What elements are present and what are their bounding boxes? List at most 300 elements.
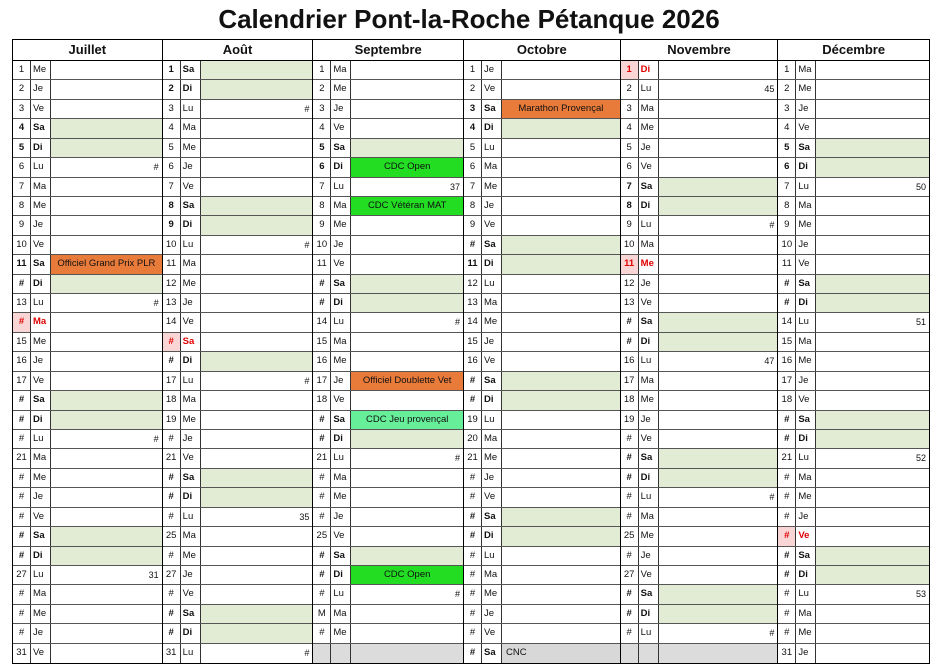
calendar-day-row[interactable] bbox=[621, 449, 778, 468]
calendar-day-row[interactable] bbox=[13, 411, 162, 430]
event-cell[interactable] bbox=[51, 527, 162, 545]
event-cell[interactable] bbox=[351, 313, 463, 331]
event-cell[interactable] bbox=[51, 61, 162, 79]
event-cell[interactable] bbox=[502, 605, 620, 623]
event-cell[interactable] bbox=[51, 411, 162, 429]
calendar-day-row[interactable] bbox=[313, 216, 463, 235]
calendar-day-row[interactable] bbox=[163, 508, 313, 527]
calendar-day-row[interactable] bbox=[778, 508, 929, 527]
calendar-day-row[interactable] bbox=[621, 352, 778, 371]
calendar-day-row[interactable] bbox=[163, 313, 313, 332]
event-cell[interactable] bbox=[51, 372, 162, 390]
calendar-day-row[interactable] bbox=[13, 139, 162, 158]
event-cell[interactable] bbox=[816, 178, 929, 196]
calendar-day-row[interactable] bbox=[313, 469, 463, 488]
calendar-day-row[interactable] bbox=[778, 158, 929, 177]
calendar-day-row[interactable] bbox=[778, 178, 929, 197]
calendar-day-row[interactable] bbox=[313, 488, 463, 507]
event-cell[interactable] bbox=[201, 313, 313, 331]
event-cell[interactable] bbox=[201, 236, 313, 254]
event-cell[interactable] bbox=[659, 411, 778, 429]
event-cell[interactable] bbox=[351, 508, 463, 526]
event-cell[interactable] bbox=[816, 585, 929, 603]
calendar-day-row[interactable] bbox=[464, 294, 620, 313]
event-cell[interactable] bbox=[816, 488, 929, 506]
event-cell[interactable] bbox=[351, 624, 463, 642]
event-cell[interactable] bbox=[816, 605, 929, 623]
calendar-day-row[interactable] bbox=[13, 624, 162, 643]
event-cell[interactable] bbox=[51, 605, 162, 623]
calendar-day-row[interactable] bbox=[621, 294, 778, 313]
calendar-day-row[interactable] bbox=[464, 216, 620, 235]
calendar-day-row[interactable] bbox=[163, 275, 313, 294]
calendar-day-row[interactable] bbox=[778, 255, 929, 274]
calendar-day-row[interactable] bbox=[163, 178, 313, 197]
event-cell[interactable] bbox=[351, 119, 463, 137]
calendar-day-row[interactable] bbox=[778, 624, 929, 643]
event-cell[interactable] bbox=[351, 236, 463, 254]
event-cell[interactable] bbox=[351, 488, 463, 506]
calendar-day-row[interactable] bbox=[464, 547, 620, 566]
calendar-day-row[interactable] bbox=[13, 100, 162, 119]
event-cell[interactable] bbox=[659, 469, 778, 487]
calendar-day-row[interactable] bbox=[163, 624, 313, 643]
calendar-day-row[interactable] bbox=[778, 547, 929, 566]
calendar-day-row[interactable] bbox=[621, 488, 778, 507]
event-cell[interactable] bbox=[201, 488, 313, 506]
calendar-day-row[interactable] bbox=[313, 352, 463, 371]
calendar-day-row[interactable] bbox=[163, 449, 313, 468]
calendar-day-row[interactable] bbox=[13, 469, 162, 488]
event-cell[interactable] bbox=[51, 313, 162, 331]
calendar-day-row[interactable] bbox=[621, 119, 778, 138]
event-cell[interactable] bbox=[502, 469, 620, 487]
calendar-day-row[interactable] bbox=[313, 178, 463, 197]
event-cell[interactable] bbox=[351, 644, 463, 663]
event-cell[interactable] bbox=[502, 158, 620, 176]
calendar-day-row[interactable] bbox=[778, 294, 929, 313]
calendar-day-row[interactable] bbox=[621, 80, 778, 99]
calendar-day-row[interactable] bbox=[778, 605, 929, 624]
event-cell[interactable] bbox=[351, 585, 463, 603]
event-cell[interactable] bbox=[351, 469, 463, 487]
event-cell[interactable] bbox=[201, 294, 313, 312]
calendar-day-row[interactable] bbox=[163, 566, 313, 585]
calendar-day-row[interactable] bbox=[778, 275, 929, 294]
calendar-day-row[interactable] bbox=[464, 605, 620, 624]
event-cell[interactable] bbox=[351, 430, 463, 448]
event-cell[interactable] bbox=[816, 508, 929, 526]
calendar-day-row[interactable] bbox=[778, 411, 929, 430]
event-cell[interactable] bbox=[502, 216, 620, 234]
event-cell[interactable] bbox=[659, 294, 778, 312]
event-cell[interactable] bbox=[51, 391, 162, 409]
event-cell[interactable] bbox=[201, 372, 313, 390]
calendar-day-row[interactable] bbox=[778, 488, 929, 507]
calendar-day-row[interactable] bbox=[313, 547, 463, 566]
calendar-day-row[interactable] bbox=[163, 488, 313, 507]
event-cell[interactable] bbox=[51, 119, 162, 137]
calendar-day-row[interactable] bbox=[313, 372, 463, 391]
calendar-day-row[interactable] bbox=[163, 547, 313, 566]
calendar-day-row[interactable] bbox=[13, 527, 162, 546]
event-cell[interactable] bbox=[51, 469, 162, 487]
calendar-day-row[interactable] bbox=[778, 139, 929, 158]
event-cell[interactable] bbox=[51, 566, 162, 584]
event-cell[interactable] bbox=[502, 585, 620, 603]
calendar-day-row[interactable] bbox=[621, 372, 778, 391]
calendar-day-row[interactable] bbox=[313, 333, 463, 352]
calendar-day-row[interactable] bbox=[464, 352, 620, 371]
calendar-day-row[interactable] bbox=[163, 216, 313, 235]
event-cell[interactable] bbox=[201, 430, 313, 448]
calendar-day-row[interactable] bbox=[621, 644, 778, 663]
event-cell[interactable] bbox=[201, 547, 313, 565]
event-cell[interactable] bbox=[659, 139, 778, 157]
event-cell[interactable] bbox=[201, 469, 313, 487]
calendar-day-row[interactable] bbox=[13, 605, 162, 624]
event-cell[interactable] bbox=[816, 372, 929, 390]
calendar-day-row[interactable] bbox=[464, 488, 620, 507]
calendar-day-row[interactable] bbox=[778, 197, 929, 216]
calendar-day-row[interactable] bbox=[621, 216, 778, 235]
calendar-day-row[interactable] bbox=[621, 197, 778, 216]
event-cell[interactable] bbox=[816, 449, 929, 467]
calendar-day-row[interactable] bbox=[464, 391, 620, 410]
calendar-day-row[interactable] bbox=[163, 158, 313, 177]
calendar-day-row[interactable] bbox=[13, 294, 162, 313]
calendar-day-row[interactable] bbox=[313, 605, 463, 624]
event-cell[interactable] bbox=[201, 391, 313, 409]
calendar-day-row[interactable] bbox=[778, 80, 929, 99]
calendar-day-row[interactable] bbox=[13, 178, 162, 197]
calendar-day-row[interactable] bbox=[163, 61, 313, 80]
event-cell[interactable] bbox=[816, 216, 929, 234]
calendar-day-row[interactable] bbox=[313, 119, 463, 138]
calendar-day-row[interactable] bbox=[621, 158, 778, 177]
calendar-day-row[interactable] bbox=[778, 216, 929, 235]
calendar-day-row[interactable] bbox=[778, 449, 929, 468]
event-cell[interactable] bbox=[816, 352, 929, 370]
calendar-day-row[interactable] bbox=[313, 411, 463, 430]
calendar-day-row[interactable] bbox=[621, 547, 778, 566]
calendar-day-row[interactable] bbox=[163, 372, 313, 391]
event-cell[interactable] bbox=[659, 585, 778, 603]
calendar-day-row[interactable] bbox=[464, 566, 620, 585]
calendar-day-row[interactable] bbox=[464, 644, 620, 663]
event-cell[interactable] bbox=[351, 527, 463, 545]
calendar-day-row[interactable] bbox=[621, 605, 778, 624]
event-cell[interactable] bbox=[51, 178, 162, 196]
calendar-day-row[interactable] bbox=[13, 547, 162, 566]
calendar-day-row[interactable] bbox=[313, 624, 463, 643]
event-cell[interactable] bbox=[816, 158, 929, 176]
event-cell[interactable] bbox=[201, 61, 313, 79]
event-cell[interactable]: CDC Open bbox=[351, 566, 463, 584]
calendar-day-row[interactable] bbox=[13, 430, 162, 449]
calendar-day-row[interactable] bbox=[464, 80, 620, 99]
event-cell[interactable] bbox=[659, 547, 778, 565]
event-cell[interactable] bbox=[816, 119, 929, 137]
event-cell[interactable] bbox=[201, 605, 313, 623]
calendar-day-row[interactable] bbox=[464, 585, 620, 604]
event-cell[interactable]: CDC Open bbox=[351, 158, 463, 176]
calendar-day-row[interactable] bbox=[13, 644, 162, 663]
event-cell[interactable] bbox=[51, 644, 162, 663]
event-cell[interactable] bbox=[201, 508, 313, 526]
calendar-day-row[interactable] bbox=[464, 197, 620, 216]
event-cell[interactable] bbox=[51, 547, 162, 565]
calendar-day-row[interactable] bbox=[163, 255, 313, 274]
event-cell[interactable] bbox=[502, 255, 620, 273]
event-cell[interactable] bbox=[201, 566, 313, 584]
calendar-day-row[interactable] bbox=[163, 294, 313, 313]
calendar-day-row[interactable] bbox=[621, 508, 778, 527]
event-cell[interactable] bbox=[351, 178, 463, 196]
event-cell[interactable]: Officiel Grand Prix PLR bbox=[51, 255, 162, 273]
event-cell[interactable] bbox=[659, 119, 778, 137]
event-cell[interactable] bbox=[816, 547, 929, 565]
calendar-day-row[interactable] bbox=[13, 449, 162, 468]
event-cell[interactable] bbox=[659, 644, 778, 663]
event-cell[interactable] bbox=[51, 139, 162, 157]
event-cell[interactable] bbox=[201, 119, 313, 137]
calendar-day-row[interactable] bbox=[163, 119, 313, 138]
event-cell[interactable] bbox=[816, 236, 929, 254]
event-cell[interactable] bbox=[351, 352, 463, 370]
event-cell[interactable] bbox=[351, 547, 463, 565]
event-cell[interactable] bbox=[502, 430, 620, 448]
event-cell[interactable] bbox=[502, 449, 620, 467]
calendar-day-row[interactable] bbox=[163, 585, 313, 604]
event-cell[interactable] bbox=[816, 100, 929, 118]
calendar-day-row[interactable] bbox=[313, 197, 463, 216]
calendar-day-row[interactable] bbox=[163, 411, 313, 430]
calendar-day-row[interactable] bbox=[778, 119, 929, 138]
calendar-day-row[interactable] bbox=[621, 275, 778, 294]
calendar-day-row[interactable] bbox=[621, 333, 778, 352]
event-cell[interactable] bbox=[51, 158, 162, 176]
calendar-day-row[interactable] bbox=[313, 585, 463, 604]
calendar-day-row[interactable] bbox=[621, 430, 778, 449]
event-cell[interactable] bbox=[659, 391, 778, 409]
event-cell[interactable] bbox=[502, 236, 620, 254]
event-cell[interactable] bbox=[502, 488, 620, 506]
event-cell[interactable] bbox=[502, 411, 620, 429]
calendar-day-row[interactable] bbox=[464, 255, 620, 274]
calendar-day-row[interactable] bbox=[163, 197, 313, 216]
event-cell[interactable] bbox=[816, 566, 929, 584]
calendar-day-row[interactable] bbox=[13, 585, 162, 604]
calendar-day-row[interactable] bbox=[313, 391, 463, 410]
event-cell[interactable] bbox=[351, 139, 463, 157]
calendar-day-row[interactable] bbox=[313, 313, 463, 332]
calendar-day-row[interactable] bbox=[13, 236, 162, 255]
calendar-day-row[interactable] bbox=[778, 469, 929, 488]
event-cell[interactable] bbox=[51, 294, 162, 312]
event-cell[interactable] bbox=[502, 178, 620, 196]
calendar-day-row[interactable] bbox=[313, 430, 463, 449]
event-cell[interactable] bbox=[351, 449, 463, 467]
calendar-day-row[interactable] bbox=[313, 644, 463, 663]
calendar-day-row[interactable] bbox=[163, 527, 313, 546]
calendar-day-row[interactable] bbox=[621, 624, 778, 643]
event-cell[interactable] bbox=[51, 430, 162, 448]
event-cell[interactable] bbox=[51, 585, 162, 603]
event-cell[interactable] bbox=[51, 236, 162, 254]
event-cell[interactable] bbox=[351, 80, 463, 98]
event-cell[interactable] bbox=[201, 178, 313, 196]
event-cell[interactable] bbox=[502, 624, 620, 642]
event-cell[interactable] bbox=[51, 333, 162, 351]
calendar-day-row[interactable] bbox=[163, 644, 313, 663]
event-cell[interactable] bbox=[502, 275, 620, 293]
calendar-day-row[interactable] bbox=[163, 100, 313, 119]
event-cell[interactable] bbox=[502, 352, 620, 370]
event-cell[interactable] bbox=[201, 100, 313, 118]
event-cell[interactable] bbox=[816, 624, 929, 642]
event-cell[interactable] bbox=[201, 255, 313, 273]
event-cell[interactable] bbox=[201, 527, 313, 545]
event-cell[interactable] bbox=[502, 119, 620, 137]
event-cell[interactable] bbox=[51, 624, 162, 642]
calendar-day-row[interactable] bbox=[464, 372, 620, 391]
event-cell[interactable] bbox=[201, 216, 313, 234]
event-cell[interactable] bbox=[659, 197, 778, 215]
event-cell[interactable] bbox=[51, 508, 162, 526]
event-cell[interactable] bbox=[816, 139, 929, 157]
event-cell[interactable] bbox=[659, 61, 778, 79]
event-cell[interactable] bbox=[51, 275, 162, 293]
calendar-day-row[interactable] bbox=[778, 372, 929, 391]
event-cell[interactable] bbox=[351, 61, 463, 79]
calendar-day-row[interactable] bbox=[464, 333, 620, 352]
calendar-day-row[interactable] bbox=[13, 61, 162, 80]
calendar-day-row[interactable] bbox=[13, 197, 162, 216]
event-cell[interactable] bbox=[502, 566, 620, 584]
event-cell[interactable] bbox=[816, 294, 929, 312]
event-cell[interactable] bbox=[659, 80, 778, 98]
calendar-day-row[interactable] bbox=[621, 313, 778, 332]
calendar-day-row[interactable] bbox=[13, 488, 162, 507]
calendar-day-row[interactable] bbox=[13, 158, 162, 177]
event-cell[interactable] bbox=[502, 61, 620, 79]
event-cell[interactable] bbox=[816, 430, 929, 448]
event-cell[interactable] bbox=[659, 158, 778, 176]
calendar-day-row[interactable] bbox=[313, 294, 463, 313]
event-cell[interactable] bbox=[659, 352, 778, 370]
event-cell[interactable] bbox=[351, 605, 463, 623]
event-cell[interactable] bbox=[502, 508, 620, 526]
event-cell[interactable] bbox=[816, 275, 929, 293]
calendar-day-row[interactable] bbox=[464, 139, 620, 158]
event-cell[interactable] bbox=[659, 488, 778, 506]
event-cell[interactable] bbox=[502, 197, 620, 215]
event-cell[interactable] bbox=[502, 547, 620, 565]
event-cell[interactable] bbox=[502, 372, 620, 390]
calendar-day-row[interactable] bbox=[313, 139, 463, 158]
event-cell[interactable] bbox=[201, 624, 313, 642]
event-cell[interactable] bbox=[659, 624, 778, 642]
calendar-day-row[interactable] bbox=[778, 430, 929, 449]
event-cell[interactable] bbox=[201, 644, 313, 663]
event-cell[interactable] bbox=[51, 80, 162, 98]
event-cell[interactable] bbox=[659, 508, 778, 526]
event-cell[interactable]: CDC Jeu provençal bbox=[351, 411, 463, 429]
calendar-day-row[interactable] bbox=[778, 527, 929, 546]
event-cell[interactable] bbox=[201, 449, 313, 467]
event-cell[interactable] bbox=[51, 197, 162, 215]
event-cell[interactable] bbox=[51, 352, 162, 370]
calendar-day-row[interactable] bbox=[313, 158, 463, 177]
calendar-day-row[interactable] bbox=[13, 255, 162, 274]
calendar-day-row[interactable] bbox=[778, 236, 929, 255]
calendar-day-row[interactable] bbox=[163, 605, 313, 624]
calendar-day-row[interactable] bbox=[313, 100, 463, 119]
calendar-day-row[interactable] bbox=[163, 333, 313, 352]
calendar-day-row[interactable] bbox=[778, 644, 929, 663]
event-cell[interactable] bbox=[816, 61, 929, 79]
calendar-day-row[interactable] bbox=[13, 313, 162, 332]
event-cell[interactable] bbox=[502, 333, 620, 351]
calendar-day-row[interactable] bbox=[621, 391, 778, 410]
calendar-day-row[interactable] bbox=[464, 449, 620, 468]
event-cell[interactable] bbox=[201, 139, 313, 157]
event-cell[interactable] bbox=[816, 391, 929, 409]
event-cell[interactable] bbox=[659, 100, 778, 118]
calendar-day-row[interactable] bbox=[464, 178, 620, 197]
calendar-day-row[interactable] bbox=[621, 178, 778, 197]
event-cell[interactable]: CNC bbox=[502, 644, 620, 663]
event-cell[interactable] bbox=[816, 80, 929, 98]
event-cell[interactable] bbox=[201, 333, 313, 351]
calendar-day-row[interactable] bbox=[621, 61, 778, 80]
event-cell[interactable] bbox=[502, 80, 620, 98]
calendar-day-row[interactable] bbox=[621, 585, 778, 604]
calendar-day-row[interactable] bbox=[313, 80, 463, 99]
calendar-day-row[interactable] bbox=[464, 313, 620, 332]
calendar-day-row[interactable] bbox=[464, 236, 620, 255]
calendar-day-row[interactable] bbox=[13, 216, 162, 235]
event-cell[interactable] bbox=[816, 469, 929, 487]
event-cell[interactable] bbox=[351, 294, 463, 312]
event-cell[interactable] bbox=[351, 391, 463, 409]
event-cell[interactable] bbox=[659, 236, 778, 254]
calendar-day-row[interactable] bbox=[13, 333, 162, 352]
event-cell[interactable] bbox=[351, 255, 463, 273]
event-cell[interactable] bbox=[659, 313, 778, 331]
calendar-day-row[interactable] bbox=[313, 236, 463, 255]
event-cell[interactable] bbox=[816, 333, 929, 351]
calendar-day-row[interactable] bbox=[163, 430, 313, 449]
calendar-day-row[interactable] bbox=[13, 80, 162, 99]
calendar-day-row[interactable] bbox=[313, 275, 463, 294]
calendar-day-row[interactable] bbox=[464, 411, 620, 430]
event-cell[interactable] bbox=[816, 313, 929, 331]
calendar-day-row[interactable] bbox=[13, 508, 162, 527]
calendar-day-row[interactable] bbox=[778, 566, 929, 585]
calendar-day-row[interactable] bbox=[313, 527, 463, 546]
calendar-day-row[interactable] bbox=[621, 236, 778, 255]
calendar-day-row[interactable] bbox=[464, 624, 620, 643]
event-cell[interactable] bbox=[51, 216, 162, 234]
calendar-day-row[interactable] bbox=[13, 391, 162, 410]
calendar-day-row[interactable] bbox=[163, 391, 313, 410]
calendar-day-row[interactable] bbox=[313, 61, 463, 80]
event-cell[interactable] bbox=[201, 411, 313, 429]
event-cell[interactable] bbox=[816, 411, 929, 429]
calendar-day-row[interactable] bbox=[464, 469, 620, 488]
